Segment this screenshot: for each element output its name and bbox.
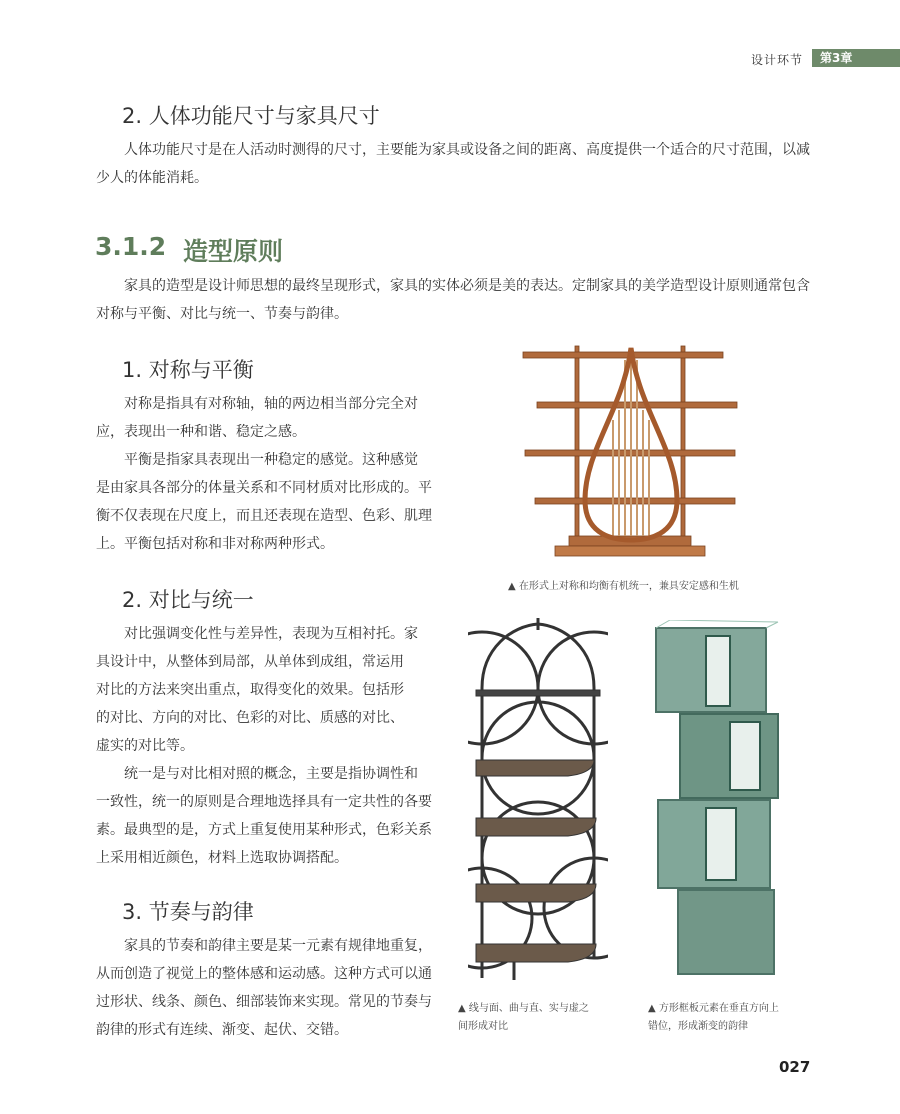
heading-contrast: 2. 对比与统一 bbox=[122, 588, 254, 612]
iron-corner-shelf-image bbox=[468, 618, 608, 983]
running-header: 设计环节 bbox=[750, 53, 803, 67]
heading-symmetry: 1. 对称与平衡 bbox=[122, 358, 254, 382]
para-contrast: 对比强调变化性与差异性，表现为互相衬托。家 具设计中，从整体到局部，从单体到成组，常运用 对比的方法来突出重点，取得变化的效果。包括形 的对比、方向的对比、色彩的对比、质感的对比、 虚实的对比等。 统一是与对比相对照的概念，主要是指协调性和 一致性，统一的原则是合理地选择具有一定共性的各要 素。最典型的是，方式上重复使用某种形式，色彩关系 上采用相近颜色，材料上选取协调搭配。 bbox=[96, 626, 432, 866]
section-number: 3.1.2 bbox=[95, 232, 167, 261]
caption-iron-shelf: ▲ 线与面、曲与直、实与虚之 间形成对比 bbox=[458, 1003, 589, 1032]
para-symmetry: 对称是指具有对称轴，轴的两边相当部分完全对 应，表现出一种和谐、稳定之感。 平衡是指家具表现出一种稳定的感觉。这种感觉 是由家具各部分的体量关系和不同材质对比形成的。平 衡不仅表现在尺度上，而且还表现在造型、色彩、肌理 上。平衡包括对称和非对称两种形式。 bbox=[96, 396, 432, 552]
para-rhythm: 家具的节奏和韵律主要是某一元素有规律地重复， 从而创造了视觉上的整体感和运动感。这种方式可以通 过形状、线条、颜色、细部装饰来实现。常见的节奏与 韵律的形式有连续、渐变、起伏、交错。 bbox=[96, 938, 432, 1038]
symmetric-wood-shelf-image bbox=[515, 340, 745, 565]
section-intro: 家具的造型是设计师思想的最终呈现形式，家具的实体必须是美的表达。定制家具的美学造型设计原则通常包含 对称与平衡、对比与统一、节奏与韵律。 bbox=[96, 278, 810, 322]
heading-rhythm: 3. 节奏与韵律 bbox=[122, 900, 254, 924]
section-title: 造型原则 bbox=[183, 237, 284, 266]
para-body-size: 人体功能尺寸是在人活动时测得的尺寸，主要能为家具或设备之间的距离、高度提供一个适合的尺寸范围，以减 少人的体能消耗。 bbox=[96, 142, 810, 186]
caption-glass-shelf: ▲ 方形框板元素在垂直方向上 错位，形成渐变的韵律 bbox=[648, 1003, 779, 1032]
heading-body-size: 2. 人体功能尺寸与家具尺寸 bbox=[122, 104, 380, 128]
caption-shelf: ▲ 在形式上对称和均衡有机统一，兼具安定感和生机 bbox=[508, 581, 739, 592]
page-number: 027 bbox=[779, 1058, 811, 1076]
glass-cube-shelf-image bbox=[650, 620, 785, 980]
chapter-tab: 第3章 bbox=[812, 49, 900, 67]
